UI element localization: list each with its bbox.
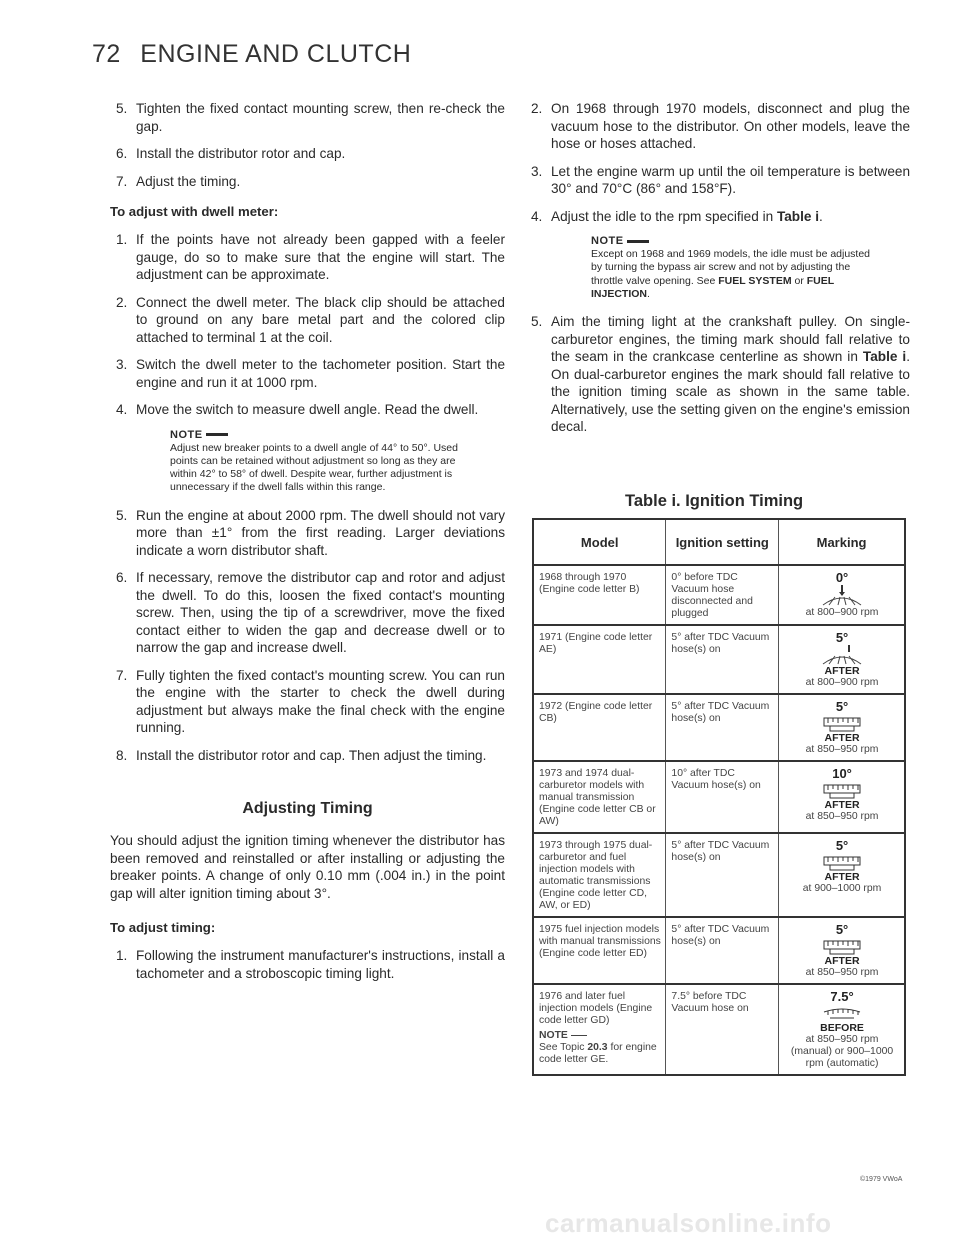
note-title: NOTE (170, 428, 203, 441)
table-row (533, 625, 905, 694)
step-item: 5. Aim the timing light at the crankshaft pulley. On single-carburetor engines, the timing mark should fall relative to the seam in the crankcase centerline as shown in Table i. On dual-carburetor engines the mark should fall relative to the ignition timing scale as shown in the same table. Alternatively, use the setting given on the engine's emission decal. (531, 314, 910, 435)
note-box (591, 235, 881, 301)
step-item: 4. Move the switch to measure dwell angle. Read the dwell. (116, 402, 479, 417)
marking-cell (779, 761, 905, 833)
model-cell: 1971 (Engine code letter AE) (533, 625, 666, 694)
timing-scale-icon (822, 781, 862, 799)
timing-degree: 5° (835, 838, 849, 853)
setting-cell: 0° before TDC Vacuum hose disconnected and plugged (666, 565, 779, 625)
page-title: ENGINE AND CLUTCH (140, 40, 412, 68)
marking-cell (779, 917, 905, 984)
timing-degree: 5° (835, 630, 849, 645)
table-row (533, 565, 905, 625)
marking-word: AFTER (824, 955, 860, 967)
column-header: Marking (779, 519, 905, 565)
timing-degree: 5° (835, 699, 849, 714)
marking-cell (779, 565, 905, 625)
crankcase-seam-icon (819, 585, 865, 607)
table-title: Table i. Ignition Timing (625, 492, 804, 510)
step-item: 1. If the points have not already been gapped with a feeler gauge, do so to make sure that the engine will start. The adjustment can be approximate. (116, 232, 505, 282)
model-cell: 1973 and 1974 dual-carburetor models with manual transmission (Engine code letter CB or AW) (533, 761, 666, 833)
timing-degree: 0° (835, 570, 849, 585)
timing-degree: 10° (832, 766, 852, 781)
rpm-text: at 850–950 rpm (805, 967, 879, 978)
rpm-text: at 800–900 rpm (805, 607, 879, 618)
step-item: 7. Adjust the timing. (116, 173, 241, 189)
page-number: 72 (92, 40, 121, 68)
setting-cell: 5° after TDC Vacuum hose(s) on (666, 625, 779, 694)
setting-cell: 5° after TDC Vacuum hose(s) on (666, 833, 779, 917)
step-item: 6. If necessary, remove the distributor cap and rotor and adjust the dwell. To do this, loosen the fixed contact's mounting screw. Then, using the tip of a screwdriver, move the fixed contact either to widen the gap and decrease dwell or to narrow the gap and increase dwell. (116, 570, 505, 656)
step-item: 5. Tighten the fixed contact mounting screw, then re-check the gap. (116, 101, 505, 134)
rpm-text: at 850–950 rpm (manual) or 900–1000 rpm (automatic) (790, 1034, 894, 1069)
step-item: 8. Install the distributor rotor and cap. Then adjust the timing. (116, 747, 487, 763)
table-row (533, 984, 905, 1075)
copyright-text: ©1979 VWoA (860, 1176, 903, 1183)
note-title: NOTE (591, 235, 624, 247)
model-cell: 1975 fuel injection models with manual transmissions (Engine code letter ED) (533, 917, 666, 984)
marking-word: BEFORE (820, 1022, 864, 1034)
model-cell: 1973 through 1975 dual-carburetor and fuel injection models with automatic transmissions (Engine code letter CD, AW, or ED) (533, 833, 666, 917)
marking-cell (779, 984, 905, 1075)
model-cell: 1972 (Engine code letter CB) (533, 694, 666, 761)
note-text: Except on 1968 and 1969 models, the idle must be adjusted by turning the bypass air screw and not by adjusting the throttle valve opening. See FUEL SYSTEM or FUEL INJECTION. (591, 248, 871, 300)
model-cell (533, 984, 666, 1075)
marking-cell (779, 833, 905, 917)
rpm-text: at 850–950 rpm (805, 744, 879, 755)
model-cell: 1968 through 1970 (Engine code letter B) (533, 565, 666, 625)
table-note-text: See Topic 20.3 for engine code letter GE. (539, 1042, 657, 1065)
marking-word: AFTER (824, 871, 860, 883)
setting-cell: 7.5° before TDC Vacuum hose on (666, 984, 779, 1075)
setting-cell: 5° after TDC Vacuum hose(s) on (666, 917, 779, 984)
rpm-text: at 850–950 rpm (805, 811, 879, 822)
step-item: 7. Fully tighten the fixed contact's mounting screw. You can run the engine with the starter to check the dwell during adjustment but always make the final check with the engine running. (116, 667, 505, 736)
table-row (533, 694, 905, 761)
rpm-text: at 800–900 rpm (805, 677, 879, 688)
section-title: Adjusting Timing (242, 800, 373, 818)
timing-scale-icon (822, 853, 862, 871)
step-item: 4. Adjust the idle to the rpm specified in Table i. (531, 208, 823, 224)
rpm-text: at 900–1000 rpm (802, 883, 882, 894)
column-header: Ignition setting (666, 519, 779, 565)
note-box (170, 429, 460, 495)
table-row (533, 917, 905, 984)
step-item: 3. Switch the dwell meter to the tachometer position. Start the engine and run it at 1000 rpm. (116, 357, 505, 390)
marking-word: AFTER (824, 732, 860, 744)
dwell-heading: To adjust with dwell meter: (110, 204, 279, 219)
timing-degree: 5° (835, 922, 849, 937)
marking-cell (779, 625, 905, 694)
table-note-title: NOTE (539, 1030, 568, 1041)
model-text: 1976 and later fuel injection models (Engine code letter GD) (539, 991, 653, 1026)
step-item: 3. Let the engine warm up until the oil temperature is between 30° and 70°C (86° and 158°F). (531, 163, 910, 196)
marking-cell (779, 694, 905, 761)
timing-scale-icon (822, 1004, 862, 1022)
table-row (533, 761, 905, 833)
table-header-row (533, 519, 905, 565)
watermark-text: carmanualsonline.info (545, 1208, 832, 1238)
note-text: Adjust new breaker points to a dwell angle of 44° to 50°. Used points can be retained without adjustment so long as they are within 42° to 58° of dwell. Despite wear, further adjustment is unnecessary if the dwell falls within this range. (170, 441, 458, 494)
section-paragraph: You should adjust the ignition timing whenever the distributor has been removed and reinstalled or after installing or adjusting the breaker points. A change of only 0.10 mm (.004 in.) in the point gap will alter ignition timing about 3°. (110, 833, 505, 901)
ignition-timing-table (532, 518, 906, 1076)
left-column (110, 100, 505, 992)
marking-word: AFTER (824, 665, 860, 677)
step-item: 2. On 1968 through 1970 models, disconnect and plug the vacuum hose to the distributor. On other models, leave the hose or hoses attached. (531, 101, 910, 151)
page-header (92, 40, 411, 69)
setting-cell: 5° after TDC Vacuum hose(s) on (666, 694, 779, 761)
timing-degree: 7.5° (830, 989, 854, 1004)
setting-cell: 10° after TDC Vacuum hose(s) on (666, 761, 779, 833)
column-header: Model (533, 519, 666, 565)
crankcase-seam-icon (819, 645, 865, 665)
timing-scale-icon (822, 714, 862, 732)
marking-word: AFTER (824, 799, 860, 811)
step-item: 1. Following the instrument manufacturer's instructions, install a tachometer and a stroboscopic timing light. (116, 948, 505, 981)
step-item: 2. Connect the dwell meter. The black clip should be attached to ground on any bare metal part and the colored clip attached to terminal 1 at the coil. (116, 294, 505, 345)
timing-heading: To adjust timing: (110, 920, 216, 936)
table-row (533, 833, 905, 917)
step-item: 6. Install the distributor rotor and cap. (116, 146, 346, 161)
right-column (525, 100, 910, 446)
step-item: 5. Run the engine at about 2000 rpm. The dwell should not vary more than ±1° from the first reading. Larger deviations indicate a worn distributor shaft. (116, 507, 505, 558)
timing-scale-icon (822, 937, 862, 955)
